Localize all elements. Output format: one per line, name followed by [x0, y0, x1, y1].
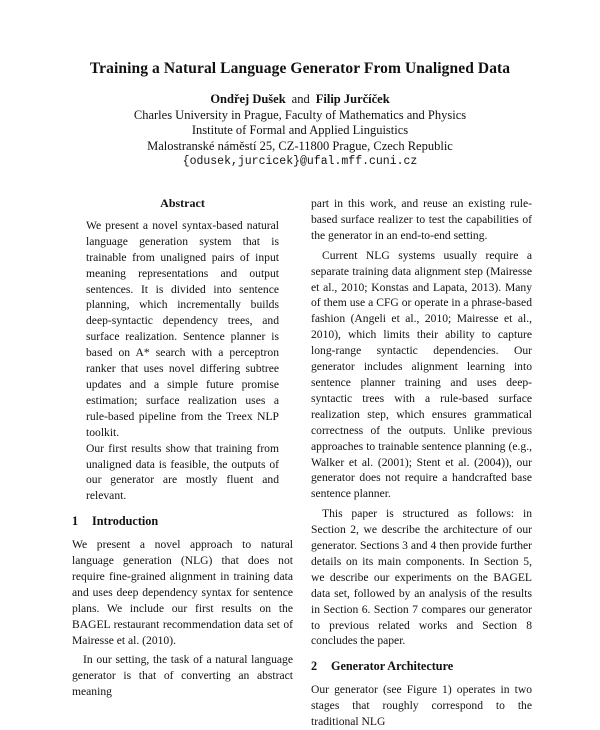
- section-heading-introduction: [72, 514, 293, 530]
- section-number: 2: [311, 659, 318, 674]
- section-heading-architecture: [311, 659, 532, 675]
- author-first: Ondřej Dušek: [210, 92, 286, 106]
- right-column: [311, 196, 532, 730]
- body-paragraph: This paper is structured as follows: in Section 2, we describe the architecture of our generator. Sections 3 and 4 then provide further details on its main components. In Section 5, we describe our experiments on the BAGEL data set, followed by an analysis of the results in Section 6. Section 7 compares our generator to previous related works and Section 8 concludes the paper.: [311, 507, 532, 648]
- abstract-body: [72, 218, 293, 504]
- body-paragraph: In our setting, the task of a natural language generator is that of converting an abstract meaning: [72, 653, 293, 699]
- abstract-paragraph: We present a novel syntax-based natural language generation system that is trainable from unaligned pairs of input meaning representations and output sentences. It is divided into sentence planning, which incrementally builds deep-syntactic dependency trees, and surface realization. Sentence planner is based on A* search with a perceptron ranker that uses novel differing subtree updates and a simple future promise estimation; surface realization uses a rule-based pipeline from the Treex NLP toolkit.: [86, 218, 279, 439]
- body-paragraph: part in this work, and reuse an existing rule-based surface realizer to test the capabilities of the generator in an end-to-end setting.: [311, 197, 532, 242]
- abstract-heading: Abstract: [160, 196, 205, 210]
- abstract-paragraph: Our first results show that training from unaligned data is feasible, the outputs of our generator are mostly fluent and relevant.: [86, 441, 279, 503]
- left-column: [72, 196, 293, 700]
- section-title: Generator Architecture: [331, 659, 454, 674]
- section-title: Introduction: [92, 514, 159, 529]
- affiliation-line: Charles University in Prague, Faculty of Mathematics and Physics: [133, 107, 467, 122]
- paper-title: Training a Natural Language Generator From Unaligned Data: [89, 60, 511, 77]
- author-conjunction: and: [291, 92, 310, 106]
- body-paragraph: Our generator (see Figure 1) operates in two stages that roughly correspond to the traditional NLG: [311, 683, 532, 729]
- body-paragraph: Current NLG systems usually require a separate training data alignment step (Mairesse et al., 2010; Konstas and Lapata, 2013). Many of them use a CFG or operate in a phrase-based fashion (Angeli et al., 2010; Mairesse et al., 2010), which limits their ability to capture long-range syntactic dependencies. Our generator includes alignment learning into sentence planner training and uses deep-syntactic trees with a rule-based surface realization step, which ensures grammatical correctness of the outputs. Unlike previous approaches to trainable sentence planning (e.g., Walker et al. (2001); Stent et al. (2004)), our generator does not require a handcrafted base sentence planner.: [311, 248, 532, 501]
- author-block: [0, 92, 600, 170]
- section-number: 1: [72, 514, 79, 529]
- body-paragraph: We present a novel approach to natural language generation (NLG) that does not require fine-grained alignment in training data and uses deep dependency syntax for sentence plans. We include our first results on the BAGEL restaurant recommendation data set of Mairesse et al. (2010).: [72, 538, 293, 647]
- author-second: Filip Jurčíček: [315, 92, 390, 106]
- affiliation-line: Institute of Formal and Applied Linguistics: [191, 123, 409, 137]
- affiliation-line: Malostranské náměstí 25, CZ-11800 Prague, Czech Republic: [147, 138, 453, 153]
- author-names: [0, 92, 600, 108]
- author-email: {odusek,jurcicek}@ufal.mff.cuni.cz: [182, 155, 418, 168]
